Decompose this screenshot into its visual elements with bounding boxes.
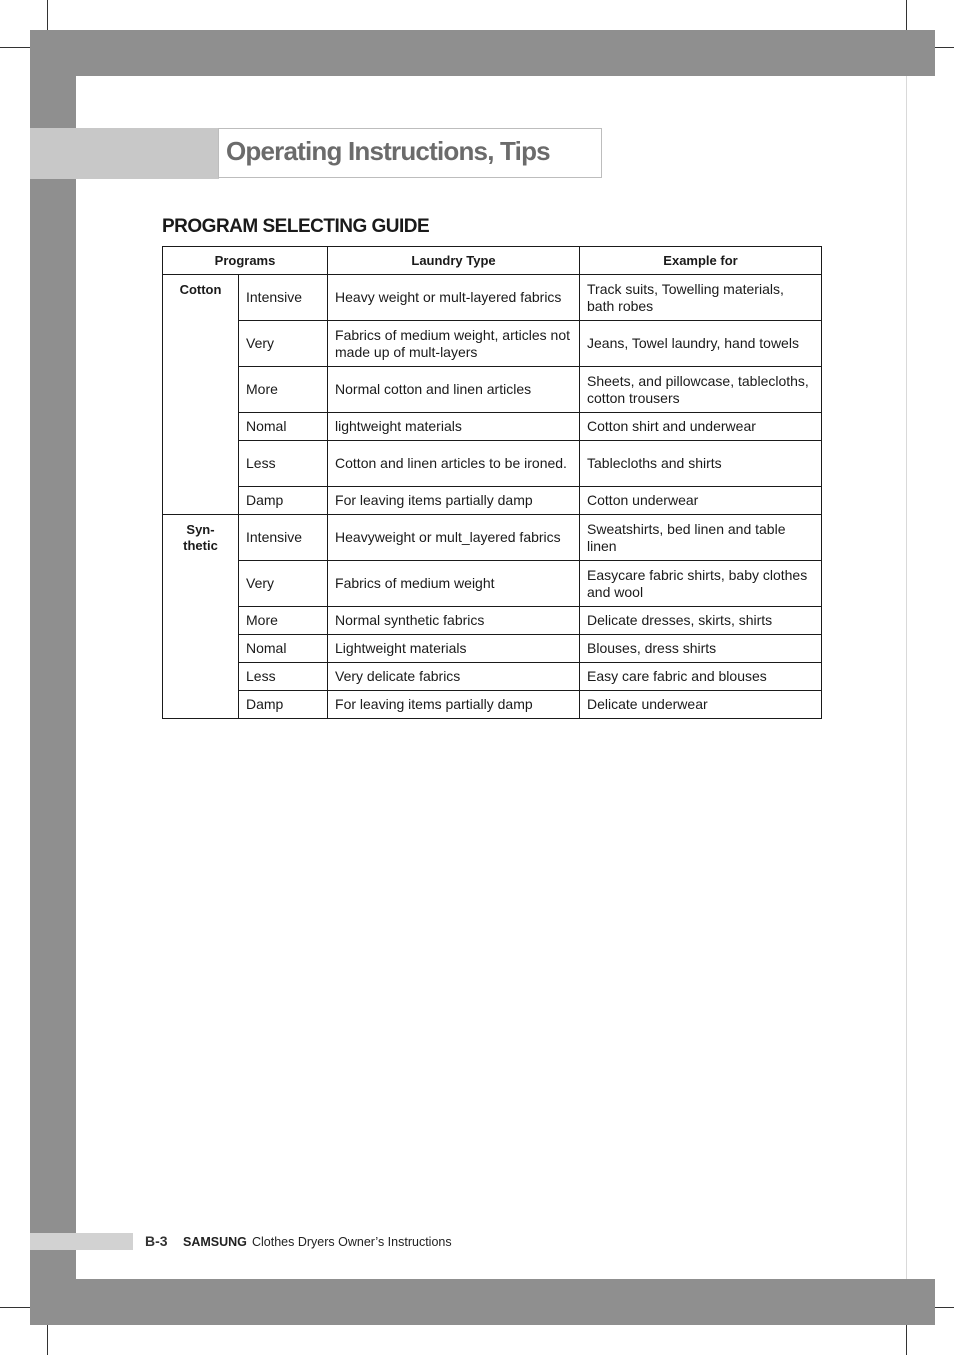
- group-label-line: thetic: [183, 538, 218, 553]
- example-cell: Sheets, and pillowcase, tablecloths, cotton trousers: [580, 367, 822, 413]
- program-cell: Very: [239, 321, 328, 367]
- section-title: PROGRAM SELECTING GUIDE: [162, 216, 430, 237]
- table-row: [163, 367, 822, 413]
- page-title: Operating Instructions, Tips: [226, 136, 550, 166]
- footer-bar: [30, 1233, 133, 1250]
- crop-mark: [0, 1307, 30, 1308]
- program-cell: Intensive: [239, 515, 328, 561]
- program-cell: Damp: [239, 487, 328, 515]
- crop-mark: [47, 0, 48, 30]
- table-row: [163, 663, 822, 691]
- example-cell: Delicate dresses, skirts, shirts: [580, 607, 822, 635]
- crop-mark: [906, 1325, 907, 1355]
- table-row: [163, 487, 822, 515]
- program-cell: More: [239, 367, 328, 413]
- page-frame-right-line: [906, 76, 907, 1279]
- group-label-line: Syn-: [186, 522, 215, 537]
- table-row: [163, 515, 822, 561]
- program-cell: Very: [239, 561, 328, 607]
- program-cell: Less: [239, 441, 328, 487]
- table-row: [163, 635, 822, 663]
- table-row: [163, 691, 822, 719]
- table-row: [163, 607, 822, 635]
- laundry-type-cell: Very delicate fabrics: [328, 663, 580, 691]
- page-frame-bottom: [30, 1279, 935, 1325]
- laundry-type-cell: Lightweight materials: [328, 635, 580, 663]
- table-row: [163, 413, 822, 441]
- crop-mark: [47, 1325, 48, 1355]
- laundry-type-cell: For leaving items partially damp: [328, 487, 580, 515]
- table-row: [163, 441, 822, 487]
- page-frame-left: [30, 30, 76, 1325]
- column-header-example: Example for: [580, 247, 822, 275]
- laundry-type-cell: Heavyweight or mult_layered fabrics: [328, 515, 580, 561]
- program-cell: Nomal: [239, 635, 328, 663]
- laundry-type-cell: Normal cotton and linen articles: [328, 367, 580, 413]
- column-header-programs: Programs: [163, 247, 328, 275]
- crop-mark: [906, 0, 907, 30]
- example-cell: Sweatshirts, bed linen and table linen: [580, 515, 822, 561]
- laundry-type-cell: Normal synthetic fabrics: [328, 607, 580, 635]
- laundry-type-cell: Cotton and linen articles to be ironed.: [328, 441, 580, 487]
- table-row: [163, 561, 822, 607]
- column-header-laundry-type: Laundry Type: [328, 247, 580, 275]
- example-cell: Track suits, Towelling materials, bath robes: [580, 275, 822, 321]
- example-cell: Cotton underwear: [580, 487, 822, 515]
- laundry-type-cell: lightweight materials: [328, 413, 580, 441]
- group-cell-synthetic: [163, 515, 239, 719]
- example-cell: Tablecloths and shirts: [580, 441, 822, 487]
- example-cell: Cotton shirt and underwear: [580, 413, 822, 441]
- program-cell: Intensive: [239, 275, 328, 321]
- table-header-row: [163, 247, 822, 275]
- laundry-type-cell: Fabrics of medium weight: [328, 561, 580, 607]
- example-cell: Jeans, Towel laundry, hand towels: [580, 321, 822, 367]
- crop-mark: [0, 47, 30, 48]
- laundry-type-cell: For leaving items partially damp: [328, 691, 580, 719]
- program-guide-table: [162, 246, 822, 719]
- page-number: B-3: [145, 1233, 168, 1249]
- page-frame-top: [30, 30, 935, 76]
- example-cell: Delicate underwear: [580, 691, 822, 719]
- program-cell: More: [239, 607, 328, 635]
- group-cell-cotton: Cotton: [163, 275, 239, 515]
- header-tab-bar: [30, 128, 219, 179]
- table-row: [163, 275, 822, 321]
- program-cell: Less: [239, 663, 328, 691]
- laundry-type-cell: Fabrics of medium weight, articles not made up of mult-layers: [328, 321, 580, 367]
- example-cell: Blouses, dress shirts: [580, 635, 822, 663]
- footer-text: Clothes Dryers Owner’s Instructions: [252, 1235, 452, 1249]
- table-row: [163, 321, 822, 367]
- laundry-type-cell: Heavy weight or mult-layered fabrics: [328, 275, 580, 321]
- program-cell: Damp: [239, 691, 328, 719]
- footer-brand: SAMSUNG: [183, 1235, 247, 1249]
- program-cell: Nomal: [239, 413, 328, 441]
- example-cell: Easy care fabric and blouses: [580, 663, 822, 691]
- example-cell: Easycare fabric shirts, baby clothes and wool: [580, 561, 822, 607]
